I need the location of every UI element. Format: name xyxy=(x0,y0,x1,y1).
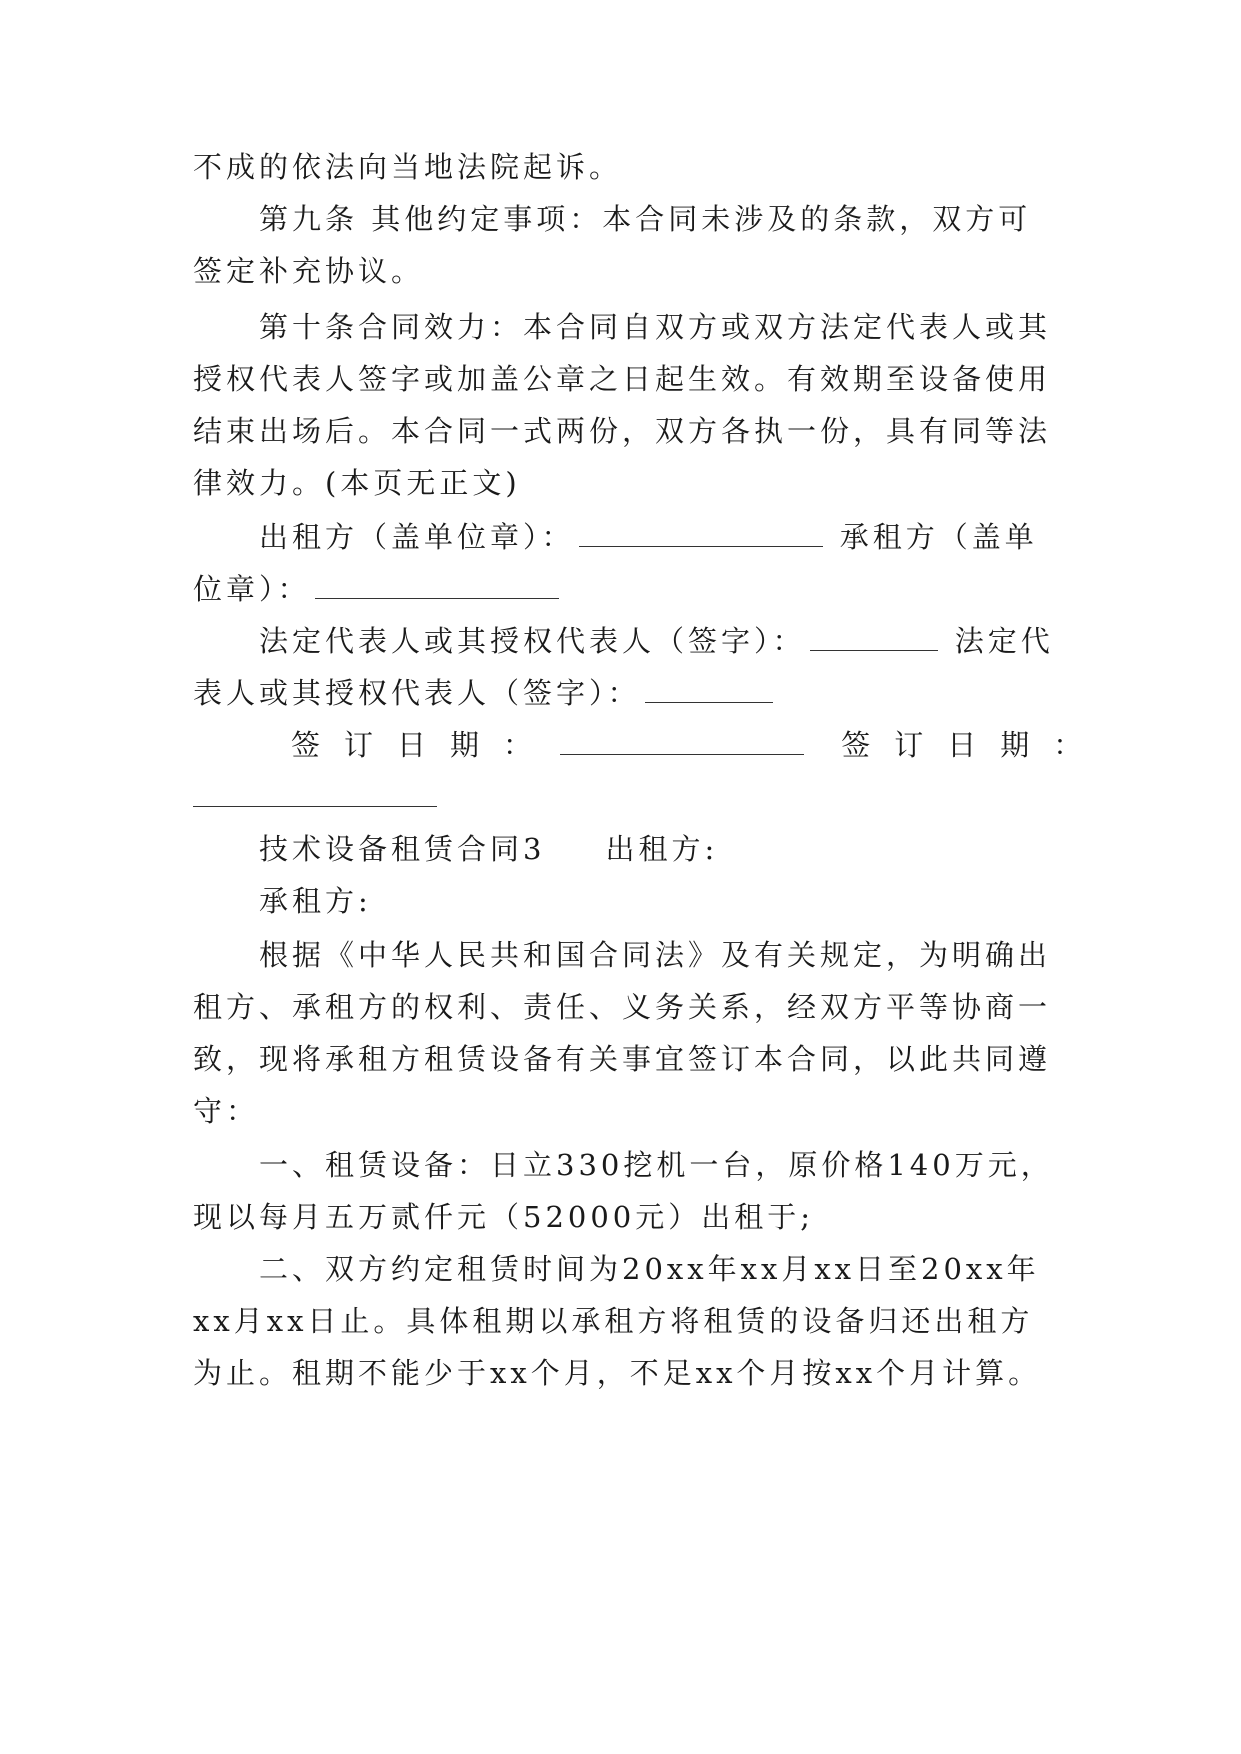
sign-date-line xyxy=(291,725,1151,765)
lessor-rep-blank xyxy=(810,624,938,651)
clause1-line: 一、租赁设备：日立330挖机一台，原价格140万元， xyxy=(259,1148,1054,1182)
lessee-seal-blank xyxy=(315,572,559,599)
lessee-rep-blank xyxy=(645,676,773,703)
rep-sign-line xyxy=(259,621,1119,661)
paragraph-line: 第九条 其他约定事项：本合同未涉及的条款，双方可 xyxy=(259,202,1032,236)
contract3-heading-line xyxy=(259,829,1119,869)
lessor-date-blank xyxy=(560,728,804,755)
lessee-rep-label: 法定代 xyxy=(954,624,1054,658)
clause2-line: 为止。租期不能少于xx个月，不足xx个月按xx个月计算。 xyxy=(193,1356,1042,1390)
contract3-lessor: 出租方: xyxy=(605,832,719,866)
preamble-line: 致，现将承租方租赁设备有关事宜签订本合同，以此共同遵 xyxy=(193,1042,1052,1076)
paragraph-line: 律效力。(本页无正文) xyxy=(193,466,521,500)
lessor-seal-blank xyxy=(579,520,823,547)
preamble-line: 根据《中华人民共和国合同法》及有关规定，为明确出 xyxy=(259,938,1052,972)
lessee-rep-label-cont: 表人或其授权代表人（签字）： xyxy=(193,676,641,710)
preamble-line: 守： xyxy=(193,1094,260,1128)
clause2-line: xx月xx日止。具体租期以承租方将租赁的设备归还出租方 xyxy=(193,1304,1034,1338)
lessee-seal-label-cont: 位章）： xyxy=(193,572,311,606)
paragraph-line: 签定补充协议。 xyxy=(193,254,425,288)
contract3-title: 技术设备租赁合同3 xyxy=(259,832,546,866)
lessee-date-label: 签订日期： xyxy=(841,728,1107,762)
preamble-line: 租方、承租方的权利、责任、义务关系，经双方平等协商一 xyxy=(193,990,1052,1024)
sign-date-line-cont xyxy=(193,777,1053,817)
lessor-seal-label: 出租方（盖单位章）： xyxy=(259,520,575,554)
lessee-seal-label: 承租方（盖单 xyxy=(839,520,1038,554)
contract3-lessee: 承租方: xyxy=(259,884,372,918)
lessor-seal-line xyxy=(259,517,1119,557)
paragraph-line: 结束出场后。本合同一式两份，双方各执一份，具有同等法 xyxy=(193,414,1052,448)
lessor-rep-label: 法定代表人或其授权代表人（签字）： xyxy=(259,624,806,658)
lessee-date-blank xyxy=(193,780,437,807)
paragraph-line: 授权代表人签字或加盖公章之日起生效。有效期至设备使用 xyxy=(193,362,1052,396)
lessor-date-label: 签订日期： xyxy=(291,728,557,762)
lessee-seal-line xyxy=(193,569,1053,609)
paragraph-line: 第十条合同效力：本合同自双方或双方法定代表人或其 xyxy=(259,310,1052,344)
paragraph-line: 不成的依法向当地法院起诉。 xyxy=(193,150,623,184)
clause1-line: 现以每月五万贰仟元（52000元）出租于; xyxy=(193,1200,815,1234)
clause2-line: 二、双方约定租赁时间为20xx年xx月xx日至20xx年 xyxy=(259,1252,1040,1286)
rep-sign-line-cont xyxy=(193,673,1053,713)
